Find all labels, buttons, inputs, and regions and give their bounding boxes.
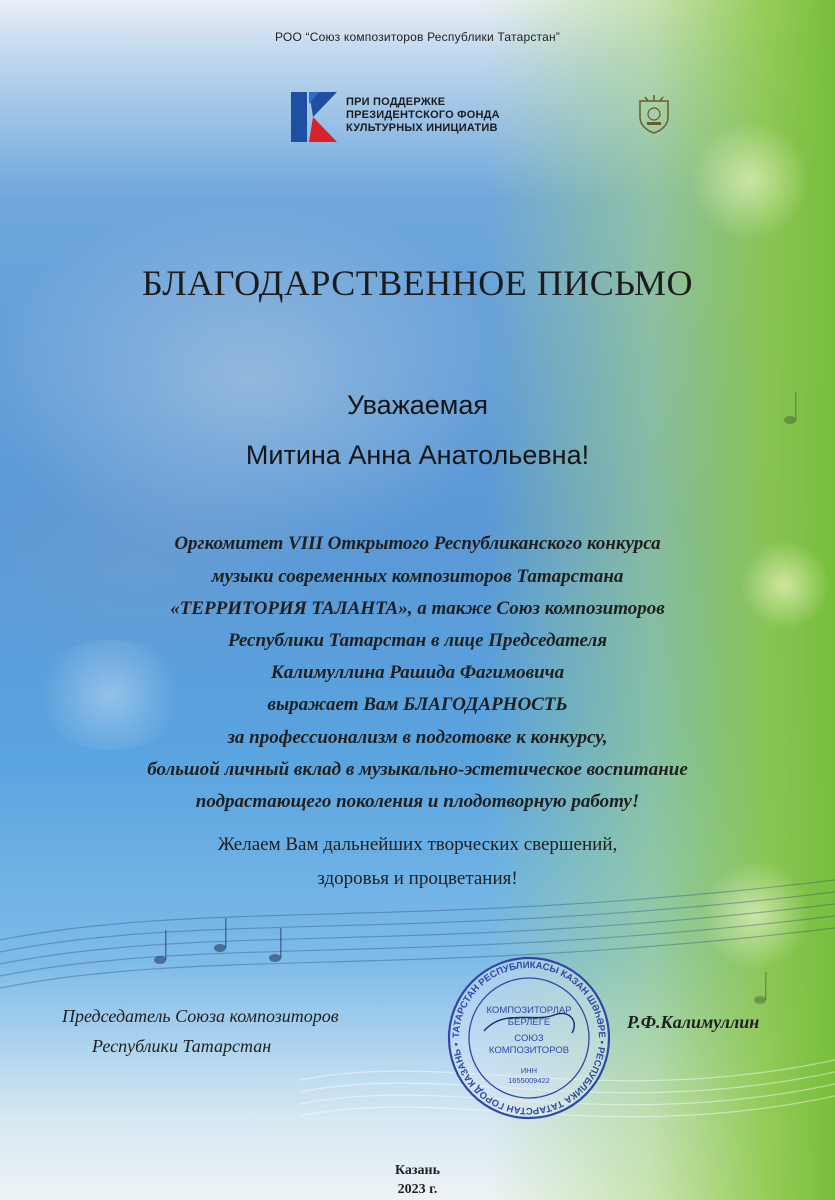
body-line: Оргкомитет VIII Открытого Республиканского конкурса xyxy=(174,533,661,554)
signatory-role: Председатель Союза композиторов xyxy=(62,1006,339,1026)
sponsor-block xyxy=(289,90,569,146)
presidential-fund-logo-icon xyxy=(289,90,339,144)
stamp-inn-number: 1655009422 xyxy=(508,1076,550,1085)
stamp-line: БЕРЛЕГЕ xyxy=(507,1017,551,1028)
sponsor-line: КУЛЬТУРНЫХ ИНИЦИАТИВ xyxy=(346,122,498,134)
greeting-salutation: Уважаемая xyxy=(347,390,488,420)
body-line: «ТЕРРИТОРИЯ ТАЛАНТА», а также Союз композиторов xyxy=(170,598,665,619)
document-title: БЛАГОДАРСТВЕННОЕ ПИСЬМО xyxy=(141,263,694,303)
coat-of-arms-icon xyxy=(636,93,672,135)
sponsor-line: ПРИ ПОДДЕРЖКЕ xyxy=(346,96,446,108)
official-stamp xyxy=(444,953,614,1123)
body-line: выражает Вам БЛАГОДАРНОСТЬ xyxy=(267,694,568,715)
body-line: Калимуллина Рашида Фагимовича xyxy=(270,662,565,683)
closing-line: Желаем Вам дальнейших творческих свершений, xyxy=(217,834,618,855)
footer-year: 2023 г. xyxy=(397,1182,438,1197)
stamp-inn-label: ИНН xyxy=(520,1066,538,1075)
recipient-name: Митина Анна Анатольевна! xyxy=(245,440,590,470)
sponsor-text xyxy=(346,96,500,135)
organization-header: РОО “Союз композиторов Республики Татарстан” xyxy=(274,30,561,44)
body-line: подрастающего поколения и плодотворную работу! xyxy=(195,791,640,812)
stamp-line: КОМПОЗИТОРОВ xyxy=(488,1045,570,1056)
body-line: большой личный вклад в музыкально-эстетическое воспитание xyxy=(147,759,688,780)
footer-city: Казань xyxy=(394,1163,441,1178)
stamp-outer-text: ТАТАРСТАН РЕСПУБЛИКАСЫ КАЗАН ШӘҺӘРЕ • РЕСПУБЛИКА ТАТАРСТАН ГОРОД КАЗАНЬ • xyxy=(450,959,608,1117)
closing-line: здоровья и процветания! xyxy=(317,868,518,889)
sponsor-line: ПРЕЗИДЕНТСКОГО ФОНДА xyxy=(346,109,500,121)
stamp-line: КОМПОЗИТОРЛАР xyxy=(486,1005,572,1016)
body-line: Республики Татарстан в лице Председателя xyxy=(227,630,608,651)
body-line: за профессионализм в подготовке к конкурсу, xyxy=(227,727,608,748)
body-line: музыки современных композиторов Татарстана xyxy=(211,566,624,587)
signatory-name: Р.Ф.Калимуллин xyxy=(627,1012,760,1032)
signatory-role: Республики Татарстан xyxy=(92,1036,272,1056)
stamp-line: СОЮЗ xyxy=(514,1033,544,1044)
